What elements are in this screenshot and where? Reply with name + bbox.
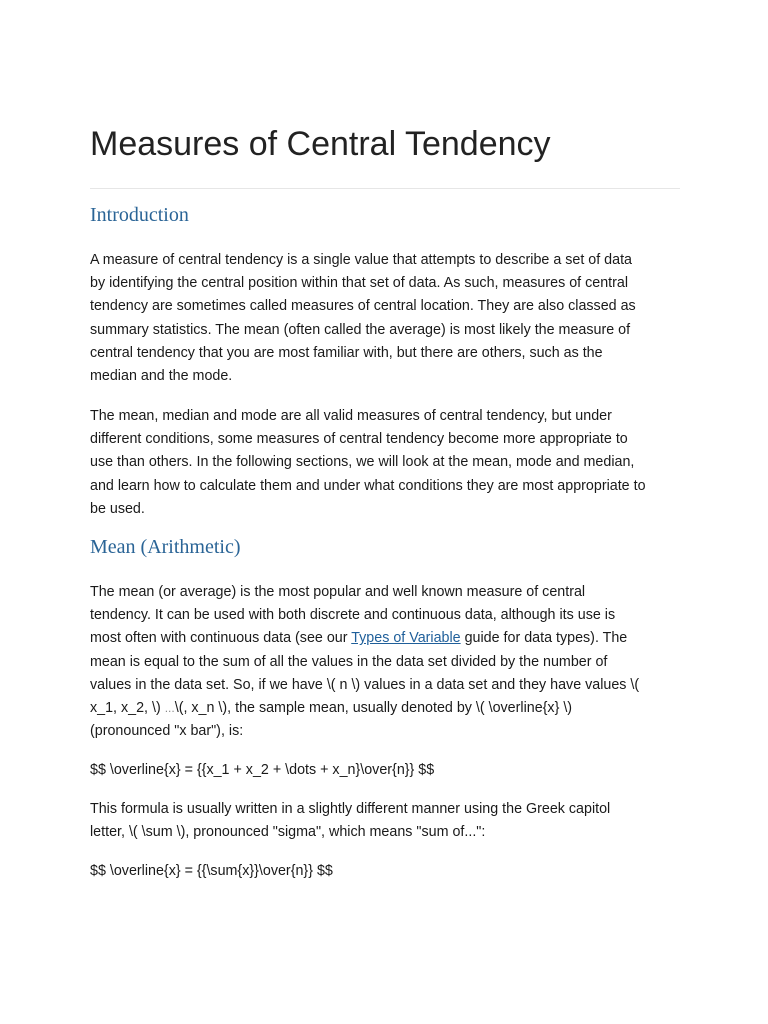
text-fragment: guide for data types). The: [460, 630, 628, 647]
formula-sample-mean: [90, 759, 680, 782]
mean-paragraph: [90, 581, 680, 743]
types-of-variable-link[interactable]: Types of Variable: [351, 630, 461, 647]
text-line: This formula is usually written in a slightly different manner using the Greek capitol: [90, 801, 611, 817]
section-heading-introduction: Introduction: [90, 204, 189, 226]
text-line: The mean (or average) is the most popular and well known measure of central: [90, 584, 586, 600]
text-line: A measure of central tendency is a single value that attempts to describe a set of data: [90, 252, 633, 268]
section-heading-mean: Mean (Arithmetic): [90, 536, 241, 558]
formula-text: $$ \overline{x} = {{\sum{x}}\over{n}} $$: [90, 863, 333, 879]
text-line: tendency are sometimes called measures of central location. They are also classed as: [90, 298, 636, 315]
text-line: values in the data set. So, if we have \( n \) values in a data set and they have values \(: [90, 676, 640, 693]
title-divider: [90, 188, 680, 189]
text-line: central tendency that you are most familiar with, but there are others, such as the: [90, 344, 603, 361]
intro-paragraph-1: [90, 249, 680, 388]
text-line: median and the mode.: [90, 368, 233, 385]
text-line: different conditions, some measures of central tendency become more appropriate to: [90, 431, 628, 448]
formula-sigma-mean: [90, 860, 680, 883]
text-line: use than others. In the following sections, we will look at the mean, mode and median,: [90, 454, 635, 471]
ellipsis: ...: [164, 701, 175, 716]
text-fragment: \(, x_n \), the sample mean, usually denoted by \( \overline{x} \): [174, 700, 573, 717]
sigma-paragraph: [90, 798, 680, 844]
text-line-with-link: [90, 627, 680, 650]
text-fragment: most often with continuous data (see our: [90, 630, 352, 647]
text-line: by identifying the central position within that set of data. As such, measures of central: [90, 275, 629, 292]
page-title: Measures of Central Tendency: [90, 125, 551, 163]
formula-text: $$ \overline{x} = {{x_1 + x_2 + \dots + x_n}\over{n}} $$: [90, 762, 435, 778]
text-line: letter, \( \sum \), pronounced "sigma", which means "sum of...":: [90, 824, 486, 841]
text-line: and learn how to calculate them and under what conditions they are most appropriate to: [90, 477, 646, 494]
text-line: be used.: [90, 500, 145, 517]
text-line: [90, 697, 680, 720]
text-line: (pronounced "x bar"), is:: [90, 723, 244, 740]
text-line: tendency. It can be used with both discrete and continuous data, although its use is: [90, 607, 616, 624]
text-fragment: x_1, x_2, \): [90, 700, 165, 717]
intro-paragraph-2: [90, 405, 680, 521]
text-line: summary statistics. The mean (often called the average) is most likely the measure of: [90, 321, 631, 338]
text-line: mean is equal to the sum of all the values in the data set divided by the number of: [90, 653, 608, 670]
text-line: The mean, median and mode are all valid measures of central tendency, but under: [90, 408, 612, 424]
